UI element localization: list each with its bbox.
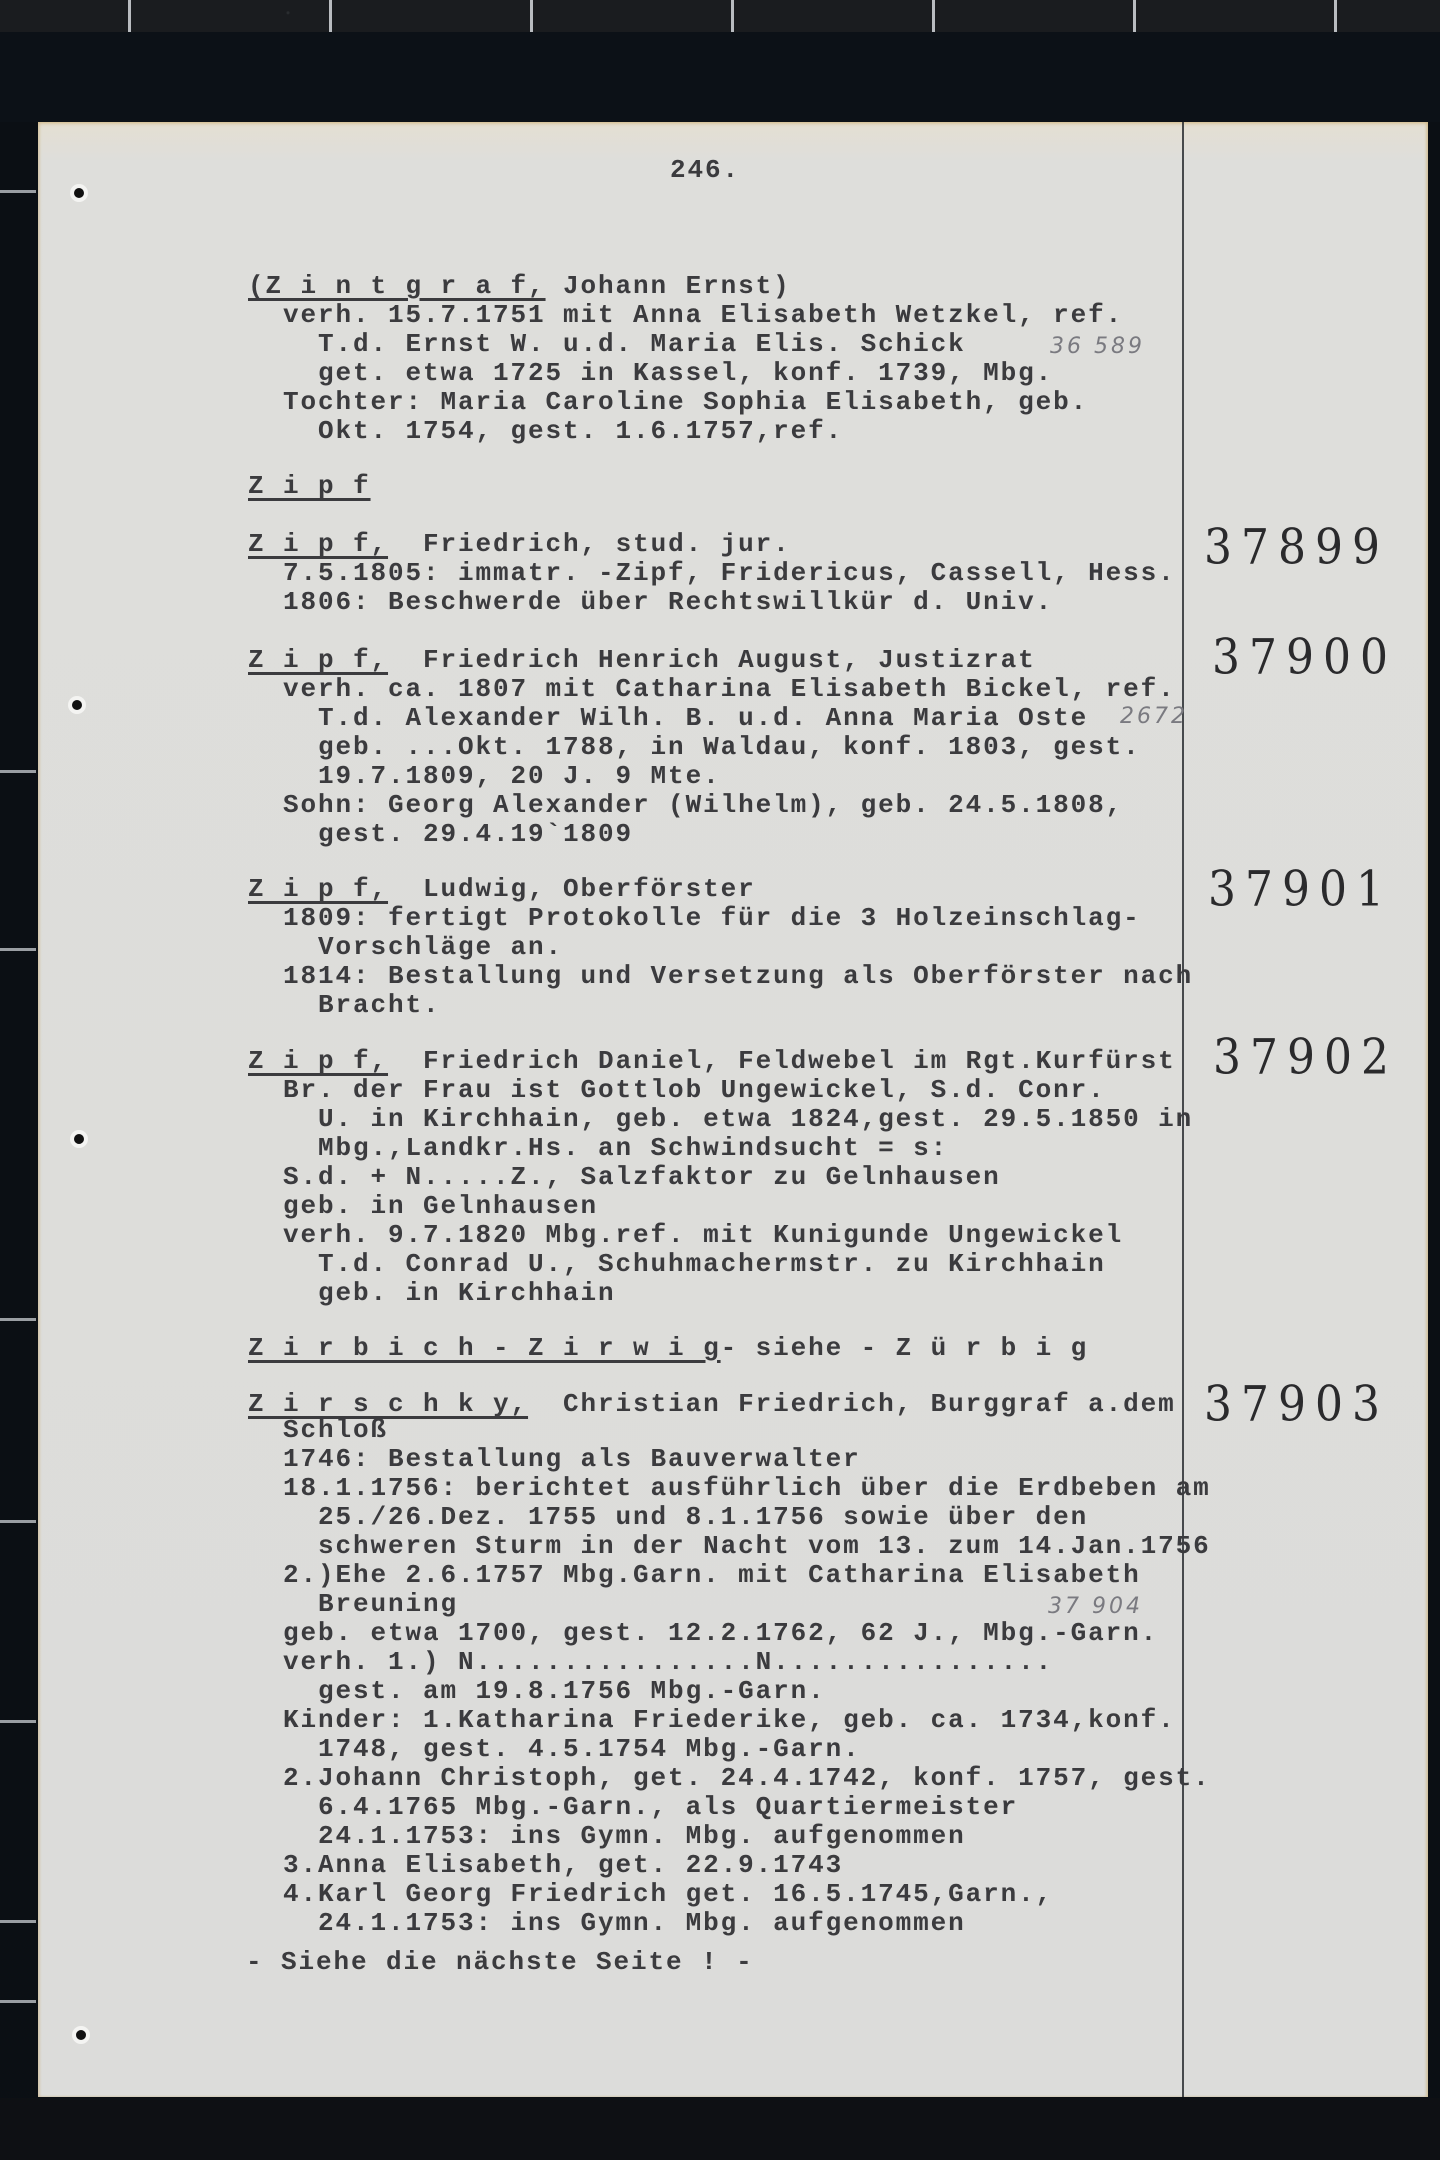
surname: Z i p f <box>248 471 371 501</box>
entry-line: 19.7.1809, 20 J. 9 Mte. <box>248 761 721 791</box>
given-names: Christian Friedrich, Burggraf a.dem <box>528 1389 1176 1419</box>
entry-heading <box>248 1047 1176 1076</box>
film-edge-mark <box>0 2000 36 2003</box>
surname: Z i r b i c h - Z i r w i g <box>248 1333 721 1363</box>
given-names: Johann Ernst) <box>545 271 791 301</box>
film-edge-mark <box>0 948 36 951</box>
entry-line: Kinder: 1.Katharina Friederike, geb. ca. 1734,konf. <box>248 1705 1176 1735</box>
document-page <box>38 122 1428 2097</box>
entry-line: verh. 1.) N................N................ <box>248 1647 1054 1677</box>
entry-heading <box>248 875 756 904</box>
film-edge-mark <box>0 190 36 193</box>
entry-line: schweren Sturm in der Nacht vom 13. zum 14.Jan.1756 <box>248 1531 1211 1561</box>
entry-line: 4.Karl Georg Friedrich get. 16.5.1745,Garn., <box>248 1879 1054 1909</box>
entry-line: 3.Anna Elisabeth, get. 22.9.1743 <box>248 1850 844 1880</box>
see-reference: - siehe - Z ü r b i g <box>720 1333 1089 1363</box>
given-names: Friedrich Daniel, Feldwebel im Rgt.Kurfürst <box>388 1046 1176 1076</box>
entry-line: geb. in Kirchhain <box>248 1278 616 1308</box>
surname: Z i p f, <box>248 1046 389 1076</box>
surname: Z i r s c h k y, <box>248 1389 529 1419</box>
entry-line: gest. am 19.8.1756 Mbg.-Garn. <box>248 1676 826 1706</box>
entry-line: Tochter: Maria Caroline Sophia Elisabeth, geb. <box>248 387 1089 417</box>
handwritten-note: 37 904 <box>1048 1594 1143 1619</box>
register-number: 37903 <box>1204 1376 1389 1433</box>
entry-line: 24.1.1753: ins Gymn. Mbg. aufgenommen <box>248 1821 966 1851</box>
film-edge-mark <box>0 1520 36 1523</box>
entry-line: verh. 9.7.1820 Mbg.ref. mit Kunigunde Ungewickel <box>248 1220 1124 1250</box>
entry-line: Breuning <box>248 1589 459 1619</box>
film-tick-mark <box>128 0 131 32</box>
film-tick-mark <box>1334 0 1337 32</box>
film-tick-mark <box>932 0 935 32</box>
surname: Z i p f, <box>248 645 389 675</box>
film-edge-mark <box>0 1318 36 1321</box>
entry-line: T.d. Ernst W. u.d. Maria Elis. Schick <box>248 329 966 359</box>
entry-line: T.d. Conrad U., Schuhmachermstr. zu Kirchhain <box>248 1249 1106 1279</box>
film-tick-mark <box>530 0 533 32</box>
film-border <box>0 32 1440 122</box>
register-number: 37901 <box>1208 861 1393 918</box>
entry-line: S.d. + N.....Z., Salzfaktor zu Gelnhausen <box>248 1162 1001 1192</box>
entry-line: 2.)Ehe 2.6.1757 Mbg.Garn. mit Catharina Elisabeth <box>248 1560 1141 1590</box>
film-edge-mark <box>0 1720 36 1723</box>
punch-hole-icon <box>76 2030 86 2040</box>
punch-hole-icon <box>74 1134 84 1144</box>
given-names: Friedrich, stud. jur. <box>388 529 791 559</box>
film-tick-mark <box>329 0 332 32</box>
entry-line: 18.1.1756: berichtet ausführlich über die Erdbeben am <box>248 1473 1211 1503</box>
entry-line: 1806: Beschwerde über Rechtswillkür d. Univ. <box>248 587 1054 617</box>
entry-line: T.d. Alexander Wilh. B. u.d. Anna Maria Oste <box>248 703 1089 733</box>
surname: Z i p f, <box>248 874 389 904</box>
cross-reference-zirbich <box>248 1334 1088 1363</box>
film-tick-mark <box>1133 0 1136 32</box>
given-names: Ludwig, Oberförster <box>388 874 756 904</box>
continuation-note: - Siehe die nächste Seite ! - <box>246 1947 754 1977</box>
given-names: Friedrich Henrich August, Justizrat <box>388 645 1036 675</box>
handwritten-note: 36 589 <box>1050 334 1145 359</box>
entry-line: 2.Johann Christoph, get. 24.4.1742, konf. 1757, gest. <box>248 1763 1211 1793</box>
handwritten-note: 2672 <box>1120 704 1188 729</box>
punch-hole-icon <box>74 188 84 198</box>
register-number: 37902 <box>1213 1029 1398 1086</box>
entry-line: geb. ...Okt. 1788, in Waldau, konf. 1803, gest. <box>248 732 1141 762</box>
entry-line: verh. 15.7.1751 mit Anna Elisabeth Wetzkel, ref. <box>248 300 1124 330</box>
entry-line: 24.1.1753: ins Gymn. Mbg. aufgenommen <box>248 1908 966 1938</box>
entry-line: Bracht. <box>248 990 441 1020</box>
entry-line: geb. etwa 1700, gest. 12.2.1762, 62 J., Mbg.-Garn. <box>248 1618 1159 1648</box>
entry-line: verh. ca. 1807 mit Catharina Elisabeth Bickel, ref. <box>248 674 1176 704</box>
entry-line: Sohn: Georg Alexander (Wilhelm), geb. 24.5.1808, <box>248 790 1124 820</box>
film-edge-mark <box>0 1920 36 1923</box>
film-strip-top <box>0 0 1440 32</box>
entry-line: 6.4.1765 Mbg.-Garn., als Quartiermeister <box>248 1792 1019 1822</box>
entry-line: Okt. 1754, gest. 1.6.1757,ref. <box>248 416 844 446</box>
entry-line: 1809: fertigt Protokolle für die 3 Holzeinschlag- <box>248 903 1141 933</box>
entry-line: geb. in Gelnhausen <box>248 1191 599 1221</box>
entry-line: U. in Kirchhain, geb. etwa 1824,gest. 29.5.1850 in <box>248 1104 1194 1134</box>
punch-hole-icon <box>72 700 82 710</box>
film-tick-mark <box>731 0 734 32</box>
page-number: 246. <box>670 155 741 185</box>
entry-line: 1748, gest. 4.5.1754 Mbg.-Garn. <box>248 1734 861 1764</box>
surname: Z i p f, <box>248 529 389 559</box>
entry-line: Schloß <box>248 1415 389 1445</box>
entry-line: gest. 29.4.19`1809 <box>248 819 634 849</box>
film-border-bottom <box>0 2098 1440 2160</box>
entry-heading <box>248 530 791 559</box>
entry-line: 1814: Bestallung und Versetzung als Oberförster nach <box>248 961 1194 991</box>
entry-heading <box>248 646 1036 675</box>
entry-line: Mbg.,Landkr.Hs. an Schwindsucht = s: <box>248 1133 949 1163</box>
entry-line: Br. der Frau ist Gottlob Ungewickel, S.d. Conr. <box>248 1075 1106 1105</box>
entry-line: 7.5.1805: immatr. -Zipf, Fridericus, Cassell, Hess. <box>248 558 1176 588</box>
register-number: 37900 <box>1212 629 1397 686</box>
film-edge-mark <box>0 770 36 773</box>
surname: (Z i n t g r a f, <box>248 271 546 301</box>
entry-line: get. etwa 1725 in Kassel, konf. 1739, Mbg. <box>248 358 1054 388</box>
entry-line: Vorschläge an. <box>248 932 564 962</box>
register-number: 37899 <box>1204 519 1389 576</box>
entry-heading <box>248 272 791 301</box>
section-heading-zipf <box>248 472 371 501</box>
entry-line: 25./26.Dez. 1755 und 8.1.1756 sowie über den <box>248 1502 1089 1532</box>
entry-line: 1746: Bestallung als Bauverwalter <box>248 1444 861 1474</box>
